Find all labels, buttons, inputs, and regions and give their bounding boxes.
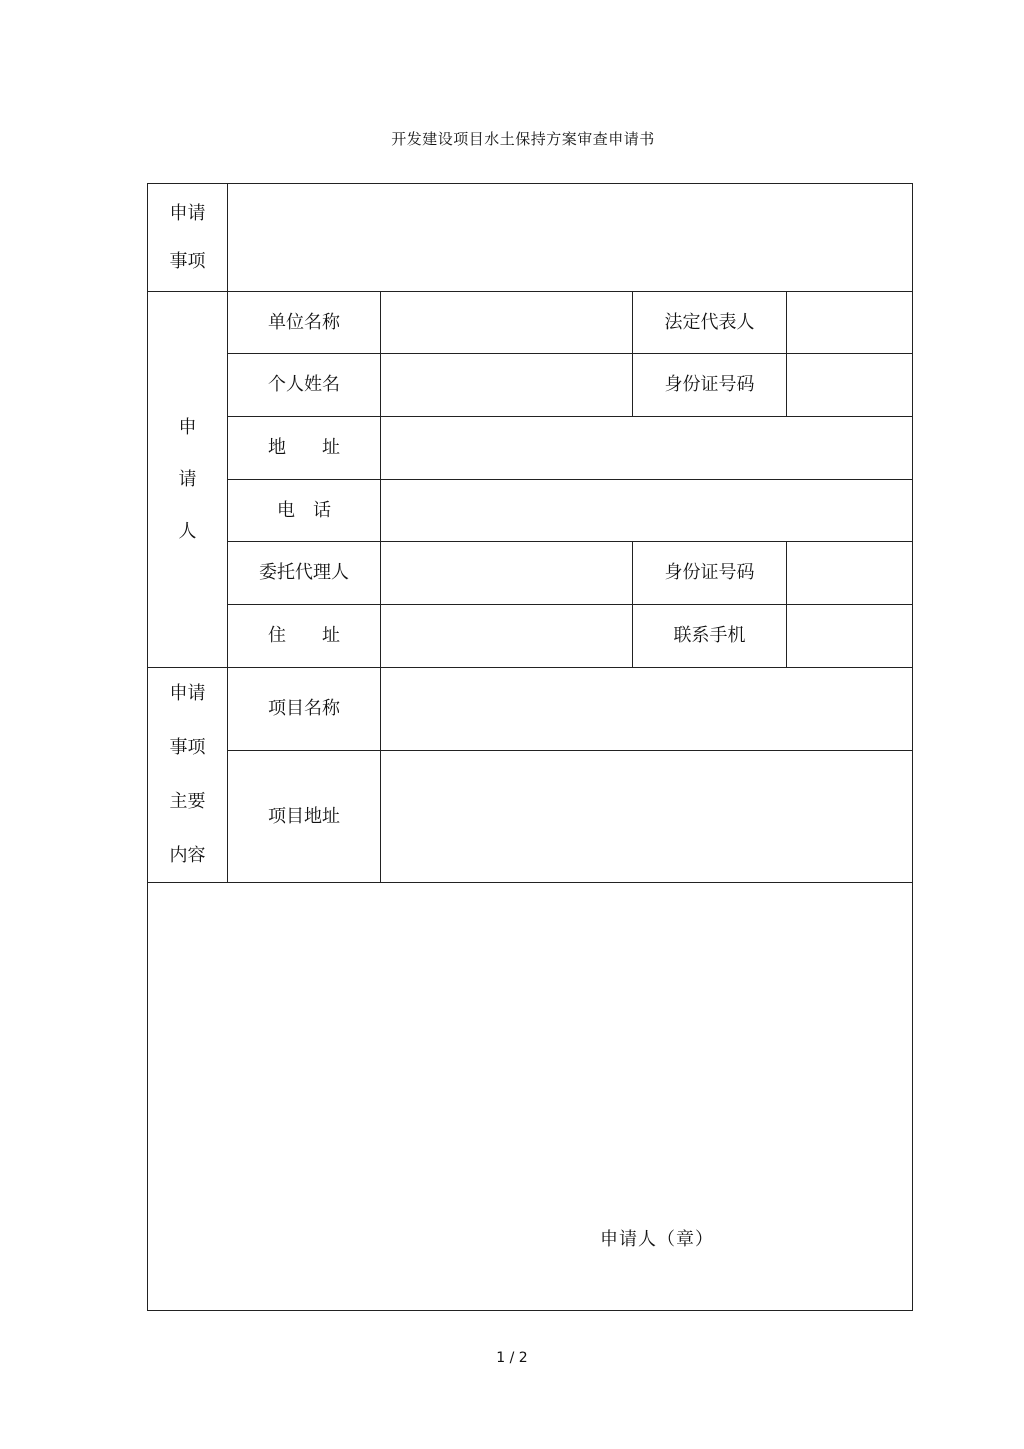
agent-field[interactable] (381, 542, 633, 605)
applicant-group-label-2: 请 (178, 468, 197, 490)
unit-name-label: 单位名称 (228, 292, 381, 354)
address-label: 地 址 (228, 417, 381, 480)
legal-rep-label: 法定代表人 (633, 292, 787, 354)
project-address-label: 项目地址 (228, 751, 381, 883)
application-form-table (147, 183, 913, 1311)
application-matter-field[interactable] (228, 184, 913, 292)
residence-label: 住 址 (228, 605, 381, 668)
applicant-group-label (148, 292, 228, 668)
project-name-label: 项目名称 (228, 668, 381, 751)
legal-rep-field[interactable] (787, 292, 913, 354)
row-application-matter (148, 184, 913, 292)
application-matter-label (148, 184, 228, 292)
row-phone (148, 480, 913, 542)
row-unit-name (148, 292, 913, 354)
main-content-label (148, 668, 228, 883)
row-project-name (148, 668, 913, 751)
project-address-field[interactable] (381, 751, 913, 883)
agent-id-label: 身份证号码 (633, 542, 787, 605)
personal-name-label: 个人姓名 (228, 354, 381, 417)
id-number-field[interactable] (787, 354, 913, 417)
unit-name-field[interactable] (381, 292, 633, 354)
row-agent (148, 542, 913, 605)
residence-field[interactable] (381, 605, 633, 668)
phone-label: 电 话 (228, 480, 381, 542)
phone-field[interactable] (381, 480, 913, 542)
main-content-label-line3: 主要 (169, 791, 206, 812)
main-content-label-line1: 申请 (169, 683, 206, 704)
signature-area[interactable] (148, 883, 913, 1311)
applicant-group-label-1: 申 (178, 416, 197, 438)
row-address (148, 417, 913, 480)
row-project-address (148, 751, 913, 883)
mobile-label: 联系手机 (633, 605, 787, 668)
application-matter-label-line2: 事项 (169, 250, 206, 272)
id-number-label: 身份证号码 (633, 354, 787, 417)
applicant-seal-label: 申请人（章） (600, 1229, 714, 1250)
personal-name-field[interactable] (381, 354, 633, 417)
row-signature-area (148, 883, 913, 1311)
row-personal-name (148, 354, 913, 417)
address-field[interactable] (381, 417, 913, 480)
main-content-label-line2: 事项 (169, 737, 206, 758)
document-title: 开发建设项目水土保持方案审查申请书 (391, 130, 655, 148)
applicant-group-label-3: 人 (178, 520, 197, 542)
agent-id-field[interactable] (787, 542, 913, 605)
page-number: 1 / 2 (496, 1350, 528, 1366)
row-residence (148, 605, 913, 668)
application-matter-label-line1: 申请 (169, 202, 206, 224)
agent-label: 委托代理人 (228, 542, 381, 605)
mobile-field[interactable] (787, 605, 913, 668)
project-name-field[interactable] (381, 668, 913, 751)
main-content-label-line4: 内容 (169, 845, 206, 866)
